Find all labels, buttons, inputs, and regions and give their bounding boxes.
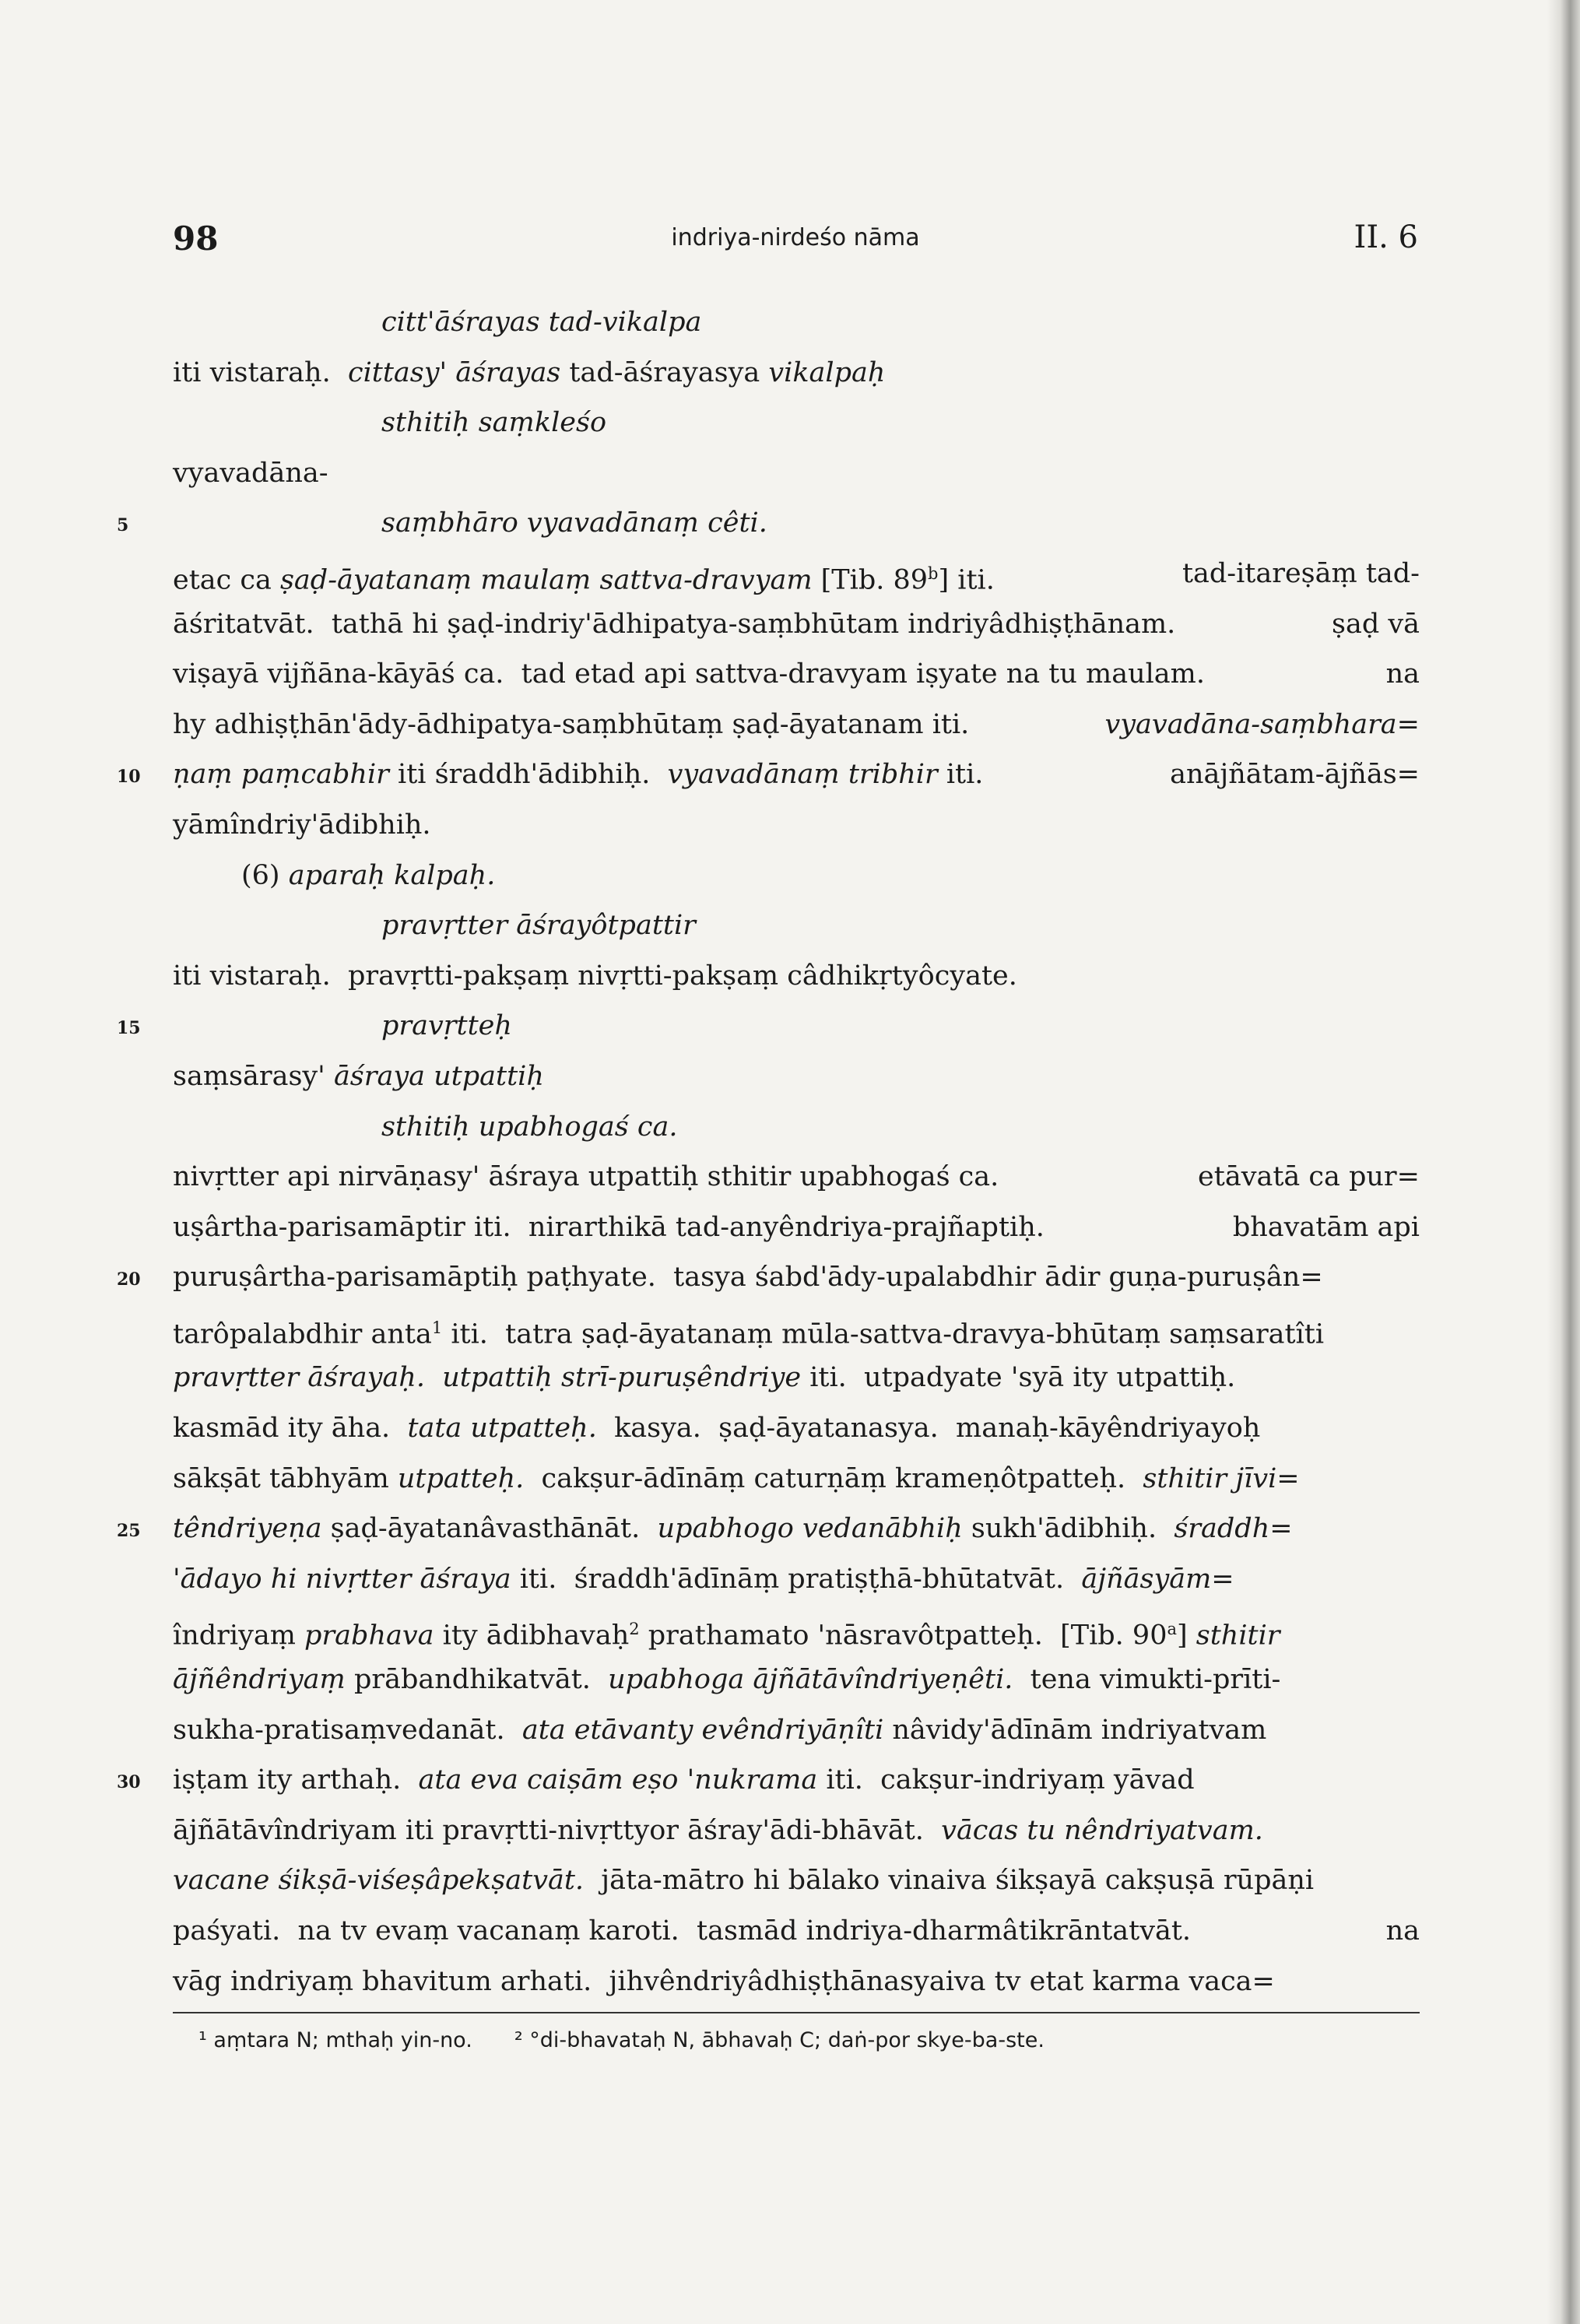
- footnote-rule: [173, 2012, 1420, 2013]
- text-line: ājñêndriyaṃ prābandhikatvāt. upabhoga ājñātāvîndriyeṇêti. tena vimukti-prīti-: [173, 1664, 1281, 1696]
- line-number: 5: [117, 515, 129, 536]
- footnote-1: ¹ aṃtara N; mthaḥ yin-no.: [198, 2028, 472, 2052]
- text-line: etac ca ṣaḍ-āyatanaṃ maulaṃ sattva-dravyam [Tib. 89$^b$] iti. tad-itareṣāṃ tad-: [173, 557, 1420, 596]
- text-line: kasmād ity āha. tata utpatteḥ. kasya. ṣaḍ-āyatanasya. manaḥ-kāyêndriyayoḥ: [173, 1413, 1261, 1445]
- text-line: iti vistaraḥ. cittasy' āśrayas tad-āśrayasya vikalpaḥ: [173, 356, 886, 388]
- text-line: 30 iṣṭam ity arthaḥ. ata eva caiṣām eṣo 'nukrama iti. cakṣur-indriyaṃ yāvad: [173, 1755, 1420, 1806]
- text-line: iti vistaraḥ. pravṛtti-pakṣaṃ nivṛtti-pakṣaṃ câdhikṛtyôcyate.: [173, 960, 1017, 992]
- text-line: 20 puruṣârtha-parisamāptiḥ paṭhyate. tasya śabd'ādy-upalabdhir ādir guṇa-puruṣân=: [173, 1252, 1420, 1303]
- text-line: sthitiḥ saṃkleśo: [381, 407, 607, 439]
- text-line: 25 têndriyeṇa ṣaḍ-āyatanâvasthānāt. upabhogo vedanābhiḥ sukh'ādibhiḥ. śraddh=: [173, 1504, 1420, 1554]
- text-line: vacane śikṣā-viśeṣâpekṣatvāt. jāta-mātro hi bālako vinaiva śikṣayā cakṣuṣā rūpāṇi: [173, 1865, 1315, 1897]
- text-line: sthitiḥ upabhogaś ca.: [381, 1111, 678, 1143]
- text-line: vāg indriyaṃ bhavitum arhati. jihvêndriyâdhiṣṭhānasyaiva tv etat karma vaca=: [173, 1965, 1275, 1997]
- text-line: tarôpalabdhir anta$^1$ iti. tatra ṣaḍ-āyatanaṃ mūla-sattva-dravya-bhūtaṃ saṃsaratîti: [173, 1318, 1325, 1350]
- line-number: 15: [117, 1018, 141, 1039]
- text-line: pravṛtter āśrayôtpattir: [381, 910, 696, 942]
- page-number: 98: [173, 219, 219, 258]
- text-line: ājñātāvîndriyam iti pravṛtti-nivṛttyor āśray'ādi-bhāvāt. vācas tu nêndriyatvam.: [173, 1814, 1263, 1846]
- text-line: sukha-pratisaṃvedanāt. ata etāvanty evêndriyāṇîti nâvidy'ādīnām indriyatvam: [173, 1714, 1267, 1746]
- section-number: II. 6: [1354, 219, 1418, 255]
- scan-edge: [1547, 0, 1580, 2324]
- text-line: nivṛtter api nirvāṇasy' āśraya utpattiḥ sthitir upabhogaś ca. etāvatā ca pur=: [173, 1161, 1420, 1193]
- text-line: yāmîndriy'ādibhiḥ.: [173, 809, 431, 841]
- footnotes: [198, 2028, 1045, 2052]
- footnote-2: ² °di-bhavataḥ N, ābhavaḥ C; daṅ-por skye-ba-ste.: [514, 2028, 1045, 2052]
- line-number: 25: [117, 1521, 141, 1542]
- main-text: [117, 297, 1420, 2006]
- running-title: indriya-nirdeśo nāma: [671, 224, 920, 251]
- text-line: āśritatvāt. tathā hi ṣaḍ-indriy'ādhipatya-saṃbhūtam indriyâdhiṣṭhānam. ṣaḍ vā: [173, 608, 1420, 640]
- text-line: 'ādayo hi nivṛtter āśraya iti. śraddh'ādīnāṃ pratiṣṭhā-bhūtatvāt. ājñāsyām=: [173, 1563, 1234, 1595]
- text-line: îndriyaṃ prabhava ity ādibhavaḥ$^2$ prathamato 'nāsravôtpatteḥ. [Tib. 90$^a$] sthitir: [173, 1620, 1280, 1652]
- text-line: (6) aparaḥ kalpaḥ.: [241, 859, 496, 891]
- text-line: hy adhiṣṭhān'ādy-ādhipatya-saṃbhūtaṃ ṣaḍ-āyatanam iti. vyavadāna-saṃbhara=: [173, 708, 1420, 740]
- text-line: paśyati. na tv evaṃ vacanaṃ karoti. tasmād indriya-dharmâtikrāntatvāt. na: [173, 1915, 1420, 1947]
- line-number: 30: [117, 1772, 141, 1793]
- line-number: 10: [117, 767, 141, 788]
- text-line: 15 pravṛtteḥ: [173, 1001, 1420, 1051]
- text-line: uṣârtha-parisamāptir iti. nirarthikā tad-anyêndriya-prajñaptiḥ. bhavatām api: [173, 1211, 1420, 1243]
- text-line: vyavadāna-: [173, 457, 328, 489]
- page-header: [173, 219, 1418, 266]
- text-line: citt'āśrayas tad-vikalpa: [381, 307, 702, 338]
- text-line: pravṛtter āśrayaḥ. utpattiḥ strī-puruṣêndriye iti. utpadyate 'syā ity utpattiḥ.: [173, 1362, 1236, 1394]
- text-line: sākṣāt tābhyām utpatteḥ. cakṣur-ādīnāṃ caturṇāṃ krameṇôtpatteḥ. sthitir jīvi=: [173, 1462, 1300, 1494]
- text-line: viṣayā vijñāna-kāyāś ca. tad etad api sattva-dravyam iṣyate na tu maulam. na: [173, 658, 1420, 690]
- text-line: saṃsārasy' āśraya utpattiḥ: [173, 1060, 544, 1092]
- line-number: 20: [117, 1269, 141, 1290]
- text-line: 5 saṃbhāro vyavadānaṃ cêti.: [173, 498, 1420, 549]
- text-line: 10 ṇaṃ paṃcabhir iti śraddh'ādibhiḥ. vyavadānaṃ tribhir iti. anājñātam-ājñās=: [173, 750, 1420, 800]
